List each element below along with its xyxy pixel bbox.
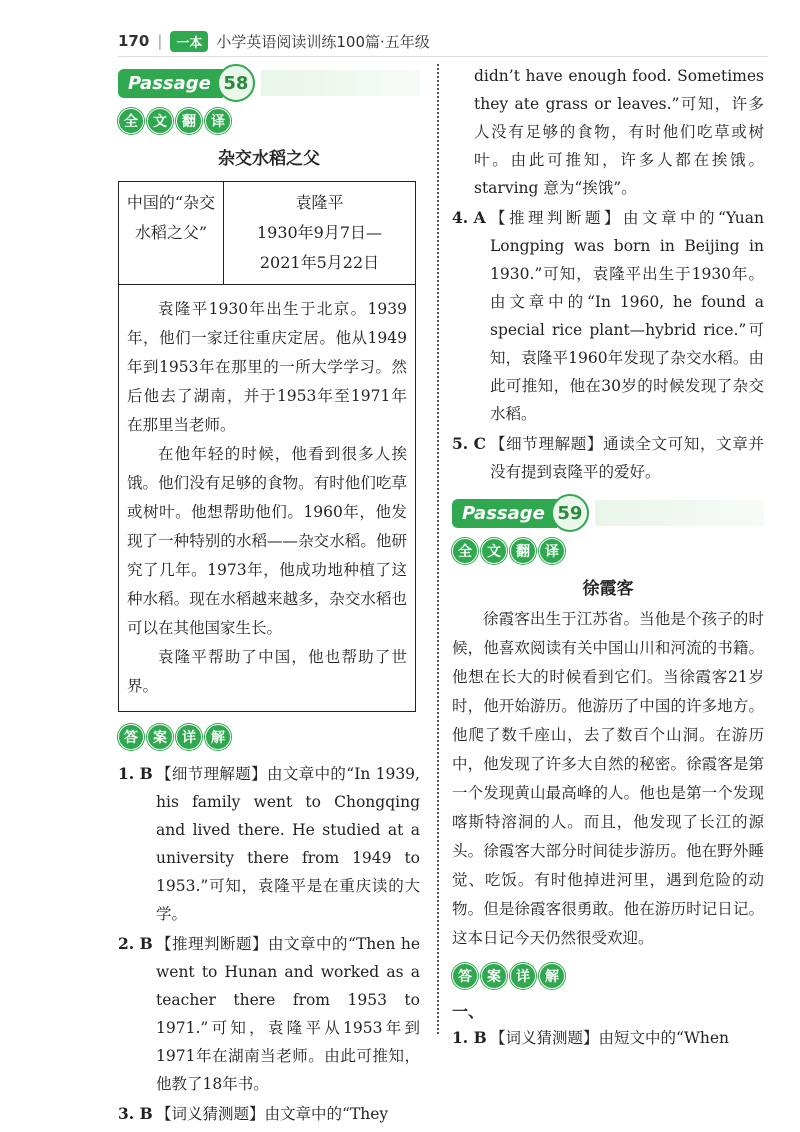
- translation-section-badge: [452, 538, 764, 564]
- badge-char: 答: [118, 724, 144, 750]
- answer-item: [452, 1024, 764, 1052]
- info-dates-line2: 2021年5月22日: [259, 253, 380, 272]
- brand-logo: 一本: [170, 31, 208, 52]
- question-type: 【推理判断题】: [490, 209, 623, 227]
- info-epithet: 中国的“杂交水稻之父”: [119, 182, 224, 284]
- badge-char: 翻: [176, 108, 202, 134]
- question-type: 【词义猜测题】: [490, 1029, 599, 1047]
- passage-label: Passage: [452, 499, 557, 528]
- answer-3-continued: didn’t have enough food. Sometimes they ate grass or leaves.”可知，许多人没有足够的食物，有时他们吃草或树叶。由此可推知，许多人都在挨饿。starving 意为“挨饿”。: [474, 67, 764, 197]
- answer-text: 由文章中的“Then he went to Hunan and worked as a teacher there from 1953 to 1971.”可知，袁隆平从1953年到1971年在湖南当老师。由此可推知，他教了18年书。: [156, 935, 420, 1093]
- info-name: 袁隆平: [295, 193, 344, 212]
- passage-59-title: 徐霞客: [582, 579, 634, 599]
- passage-59-badge: [452, 496, 764, 530]
- badge-char: 全: [118, 108, 144, 134]
- passage-label: Passage: [118, 69, 223, 98]
- passage-number: 59: [551, 494, 589, 532]
- passage-58-badge: [118, 66, 420, 100]
- info-header-row: [119, 182, 415, 285]
- header-rule: [118, 56, 768, 57]
- passage-58-title: 杂交水稻之父: [218, 149, 320, 169]
- answer-number: 2. B: [118, 934, 153, 953]
- answer-text: 由文章中的“Yuan Longping was born in Beijing in 1930.”可知，袁隆平出生于1930年。由文章中的“In 1960, he found a special rice plant—hybrid rice.”可知，袁隆平1960年发现了杂交水稻。由此可推知，他在30岁的时候发现了杂交水稻。: [490, 209, 764, 423]
- badge-char: 详: [176, 724, 202, 750]
- book-title: 小学英语阅读训练100篇·五年级: [216, 32, 430, 51]
- badge-char: 全: [452, 538, 478, 564]
- badge-tail: [261, 70, 420, 96]
- answer-text: 通读全文可知，文章并没有提到袁隆平的爱好。: [490, 435, 764, 481]
- answer-body: [156, 930, 420, 1098]
- passage-59-text: [452, 605, 764, 953]
- question-type: 【细节理解题】: [156, 765, 267, 783]
- answer-number: 3. B: [118, 1104, 153, 1123]
- info-name-dates: [224, 182, 415, 284]
- badge-char: 答: [452, 963, 478, 989]
- badge-char: 译: [539, 538, 565, 564]
- badge-char: 详: [510, 963, 536, 989]
- column-divider: [437, 64, 439, 1034]
- answer-item: [118, 760, 420, 928]
- answer-item: [452, 204, 764, 428]
- answer-text: 由文章中的“In 1939, his family went to Chongqing and lived there. He studied at a university there from 1949 to 1953.”可知，袁隆平是在重庆读的大学。: [156, 765, 420, 923]
- paragraph: 袁隆平1930年出生于北京。1939年，他们一家迁往重庆定居。他从1949年到1953年在那里的一所大学学习。然后他去了湖南，并于1953年至1971年在那里当老师。: [127, 300, 407, 434]
- answer-number: 5. C: [452, 434, 486, 453]
- answer-item: [118, 1100, 420, 1128]
- badge-char: 案: [481, 963, 507, 989]
- paragraph: 徐霞客出生于江苏省。当他是个孩子的时候，他喜欢阅读有关中国山川和河流的书籍。他想在长大的时候看到它们。当徐霞客21岁时，他开始游历。他游历了中国的许多地方。他爬了数千座山，去了数百个山洞。在游历中，他发现了许多大自然的秘密。徐霞客是第一个发现黄山最高峰的人。他也是第一个发现喀斯特溶洞的人。而且，他发现了长江的源头。徐霞客大部分时间徒步游历。他在野外睡觉、吃饭。有时他掉进河里，遇到危险的动物。但是徐霞客很勇敢。他在游历时记日记。这本日记今天仍然很受欢迎。: [452, 610, 764, 947]
- info-body: [119, 285, 415, 711]
- paragraph: 在他年轻的时候，他看到很多人挨饿。他们没有足够的食物。有时他们吃草或树叶。他想帮助他们。1960年，他发现了一种特别的水稻——杂交水稻。他研究了几年。1973年，他成功地种植了这种水稻。现在水稻越来越多，杂交水稻也可以在其他国家生长。: [127, 445, 407, 637]
- badge-char: 案: [147, 724, 173, 750]
- badge-char: 文: [147, 108, 173, 134]
- answer-body: [490, 1024, 764, 1052]
- page-number: 170: [118, 32, 150, 50]
- right-column: [452, 62, 764, 1054]
- info-box: [118, 181, 416, 712]
- badge-char: 解: [205, 724, 231, 750]
- badge-char: 文: [481, 538, 507, 564]
- paragraph: 袁隆平帮助了中国，他也帮助了世界。: [127, 648, 407, 695]
- answers-section-badge: [452, 963, 764, 989]
- part-mark: 一、: [452, 1002, 485, 1021]
- left-column: [118, 62, 420, 1130]
- question-type: 【词义猜测题】: [156, 1105, 265, 1123]
- answer-number: 1. B: [452, 1028, 487, 1047]
- answer-item: [118, 930, 420, 1098]
- answer-text: 由短文中的“When: [598, 1029, 730, 1047]
- answer-number: 1. B: [118, 764, 153, 783]
- info-dates-line1: 1930年9月7日—: [256, 223, 383, 242]
- question-type: 【细节理解题】: [490, 435, 604, 453]
- answers-section-badge: [118, 724, 420, 750]
- answer-body: [156, 760, 420, 928]
- passage-number: 58: [217, 64, 255, 102]
- answer-item: [452, 430, 764, 486]
- page-header: [118, 28, 430, 54]
- answer-text: 由文章中的“They: [264, 1105, 389, 1123]
- answer-number: 4. A: [452, 208, 486, 227]
- badge-char: 解: [539, 963, 565, 989]
- translation-section-badge: [118, 108, 420, 134]
- answer-body: [156, 1100, 420, 1128]
- badge-tail: [595, 500, 764, 526]
- badge-char: 翻: [510, 538, 536, 564]
- answer-body: [490, 204, 764, 428]
- badge-char: 译: [205, 108, 231, 134]
- question-type: 【推理判断题】: [156, 935, 269, 953]
- answer-body: [490, 430, 764, 486]
- header-separator: |: [157, 32, 163, 50]
